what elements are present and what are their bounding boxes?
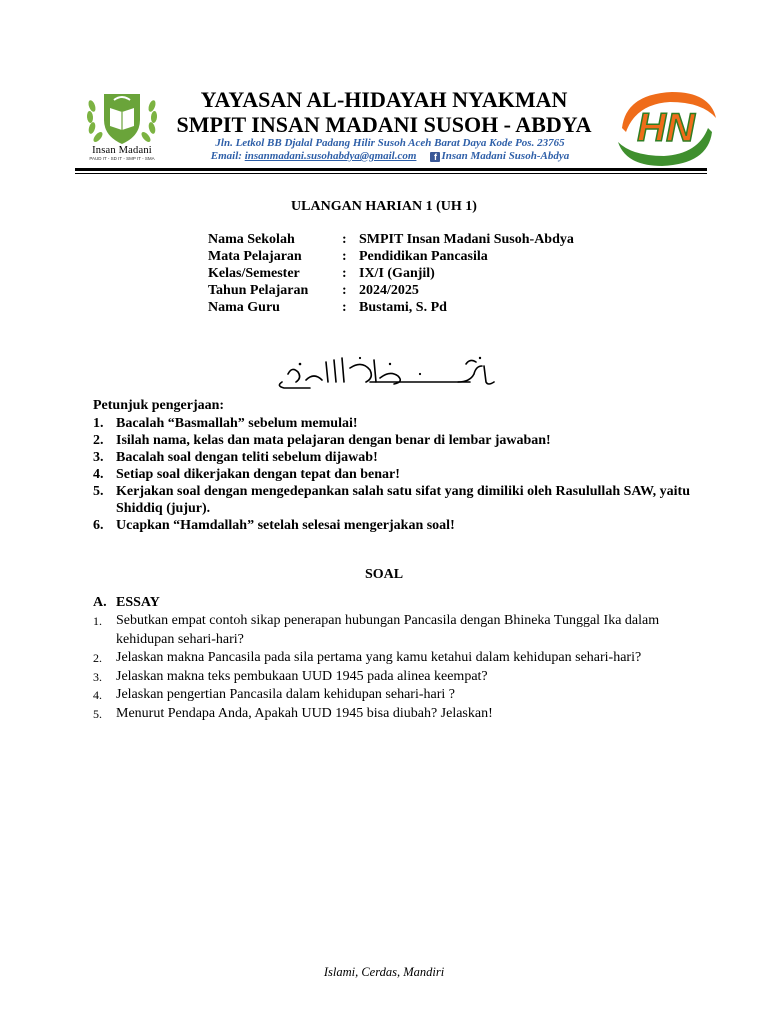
item-number: 2.: [93, 433, 104, 448]
question-item: [93, 668, 693, 687]
footer-motto: Islami, Cerdas, Mandiri: [323, 965, 445, 979]
question-item: [93, 612, 693, 649]
item-text: Kerjakan soal dengan mengedepankan salah satu sifat yang dimiliki oleh Rasulullah SAW, yaitu Shiddiq (jujur).: [116, 484, 691, 516]
info-label: Nama Sekolah: [208, 232, 295, 247]
question-number: 5.: [93, 706, 102, 721]
soal-heading: SOAL: [364, 567, 404, 582]
item-text: Bacalah soal dengan teliti sebelum dijawab!: [116, 450, 378, 465]
question-number: 2.: [93, 651, 102, 665]
school-name: SMPIT INSAN MADANI SUSOH - ABDYA: [176, 112, 592, 137]
question-text: Jelaskan makna teks pembukaan UUD 1945 pada alinea keempat?: [116, 668, 488, 684]
section-letter: A.: [93, 595, 107, 610]
hn-logo-text: HN: [637, 106, 695, 150]
list-item: [93, 415, 713, 432]
list-item: [93, 432, 713, 449]
exam-info: [208, 231, 574, 316]
list-item: [93, 517, 713, 534]
info-value: Pendidikan Pancasila: [359, 249, 488, 264]
section-title: ESSAY: [116, 595, 160, 610]
item-number: 6.: [93, 518, 104, 533]
question-text: Jelaskan makna Pancasila pada sila pertama yang kamu ketahui dalam kehidupan sehari-hari?: [116, 650, 642, 665]
info-row-subject: Mata Pelajaran : Pendidikan Pancasila: [208, 249, 488, 264]
info-row-school: Nama Sekolah : SMPIT Insan Madani Susoh-Abdya: [208, 232, 574, 247]
info-value: 2024/2025: [359, 283, 419, 298]
facebook-name: Insan Madani Susoh-Abdya: [441, 150, 570, 162]
question-number: 1.: [93, 614, 102, 628]
item-text: Bacalah “Basmallah” sebelum memulai!: [116, 416, 358, 431]
contact-line: [160, 150, 620, 163]
essay-questions: [93, 612, 693, 723]
question-number: 3.: [93, 669, 102, 684]
school-address: Jln. Letkol BB Djalal Padang Hilir Susoh Aceh Barat Daya Kode Pos. 23765: [215, 137, 565, 149]
exam-title: ULANGAN HARIAN 1 (UH 1): [291, 199, 477, 214]
item-text: Isilah nama, kelas dan mata pelajaran dengan benar di lembar jawaban!: [116, 433, 551, 448]
info-value: Bustami, S. Pd: [359, 300, 447, 315]
logo-subtitle: PAUD IT - SD IT - SMP IT - SMA: [89, 156, 155, 161]
instructions-list: [93, 415, 713, 534]
item-text: Ucapkan “Hamdallah” setelah selesai mengerjakan soal!: [116, 518, 455, 533]
item-text: Setiap soal dikerjakan dengan tepat dan benar!: [116, 467, 400, 482]
question-number: 4.: [93, 688, 102, 702]
question-item: [93, 686, 693, 705]
list-item: [93, 483, 713, 517]
item-number: 5.: [93, 484, 104, 499]
instructions-title: Petunjuk pengerjaan:: [93, 398, 225, 413]
hn-logo: [612, 88, 720, 168]
info-value: IX/I (Ganjil): [359, 266, 435, 281]
foundation-name: YAYASAN AL-HIDAYAH NYAKMAN: [200, 87, 568, 112]
info-row-year: Tahun Pelajaran : 2024/2025: [208, 283, 419, 298]
info-row-teacher: Nama Guru : Bustami, S. Pd: [208, 300, 447, 315]
info-row-class: Kelas/Semester : IX/I (Ganjil): [208, 266, 435, 281]
info-label: Kelas/Semester: [208, 266, 300, 281]
info-label: Nama Guru: [208, 300, 280, 315]
question-text: Jelaskan pengertian Pancasila dalam kehidupan sehari-hari ?: [116, 687, 455, 702]
question-text: Sebutkan empat contoh sikap penerapan hubungan Pancasila dengan Bhineka Tunggal Ika dalam kehidupan sehari-hari?: [116, 613, 660, 647]
question-item: [93, 649, 693, 668]
item-number: 4.: [93, 467, 104, 482]
item-number: 1.: [93, 416, 104, 431]
info-value: SMPIT Insan Madani Susoh-Abdya: [359, 232, 574, 247]
bismillah-calligraphy: [270, 352, 500, 392]
item-number: 3.: [93, 450, 104, 465]
section-heading: [93, 595, 160, 611]
question-text: Menurut Pendapa Anda, Apakah UUD 1945 bisa diubah? Jelaskan!: [116, 705, 493, 721]
header-rule-thin: [75, 173, 707, 174]
question-item: [93, 705, 693, 724]
email-link[interactable]: insanmadani.susohabdya@gmail.com: [244, 150, 417, 162]
email-label: Email:: [210, 150, 245, 162]
facebook-icon: f: [430, 152, 440, 162]
list-item: [93, 449, 713, 466]
header-rule-thick: [75, 168, 707, 171]
info-label: Tahun Pelajaran: [208, 283, 309, 298]
list-item: [93, 466, 713, 483]
logo-title: Insan Madani: [92, 145, 152, 156]
info-label: Mata Pelajaran: [208, 249, 302, 264]
